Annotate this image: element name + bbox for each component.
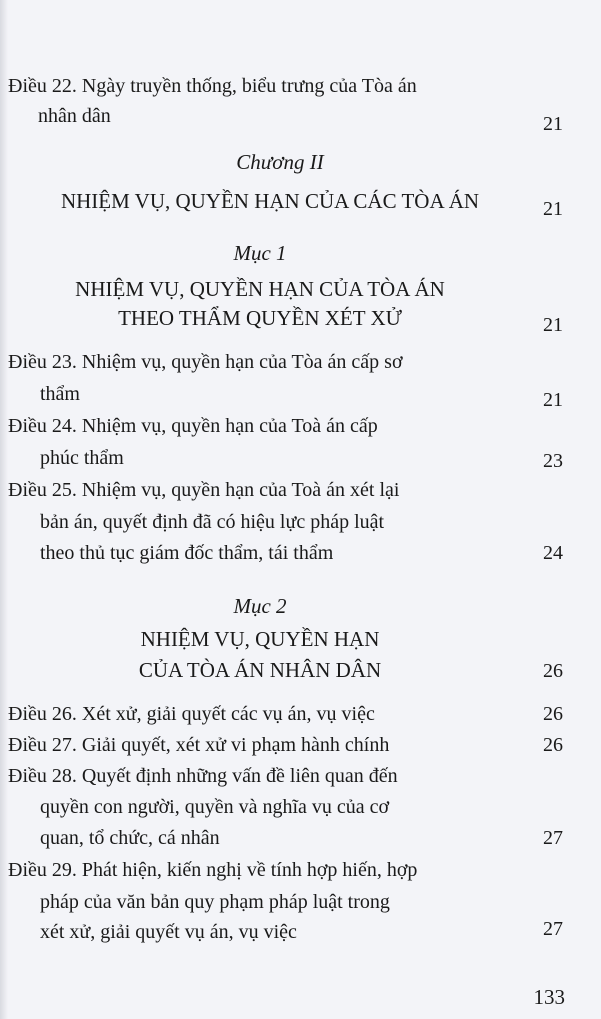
toc-entry-28-line-2: quyền con người, quyền và nghĩa vụ của cơ xyxy=(40,796,390,818)
section-2-title-line-2: CỦA TÒA ÁN NHÂN DÂN xyxy=(138,658,382,682)
toc-entry-29-line-1: Điều 29. Phát hiện, kiến nghị về tính hợp hiến, hợp xyxy=(8,859,418,881)
toc-entry-29-line-3: xét xử, giải quyết vụ án, vụ việc xyxy=(40,921,297,943)
toc-entry-28-line-1: Điều 28. Quyết định những vấn đề liên quan đến xyxy=(8,765,398,787)
section-1-page: 21 xyxy=(543,314,563,336)
toc-entry-26-line-1: Điều 26. Xét xử, giải quyết các vụ án, vụ việc xyxy=(8,703,375,725)
toc-entry-28-page: 27 xyxy=(543,827,563,849)
chapter-label: Chương II xyxy=(236,150,324,174)
toc-entry-28-line-3: quan, tổ chức, cá nhân xyxy=(40,827,220,849)
toc-entry-23-page: 21 xyxy=(543,389,563,411)
toc-entry-22-line-2: nhân dân xyxy=(38,105,111,127)
toc-entry-29-line-2: pháp của văn bản quy phạm pháp luật trong xyxy=(40,891,390,913)
toc-entry-24-line-2: phúc thẩm xyxy=(40,447,124,469)
section-1-title-line-2: THEO THẨM QUYỀN XÉT XỬ xyxy=(118,306,402,330)
section-2-title-line-1: NHIỆM VỤ, QUYỀN HẠN xyxy=(140,627,380,651)
toc-entry-24-line-1: Điều 24. Nhiệm vụ, quyền hạn của Toà án cấp xyxy=(8,415,378,437)
toc-entry-25-line-3: theo thủ tục giám đốc thẩm, tái thẩm xyxy=(40,542,334,564)
section-2-label: Mục 2 xyxy=(233,594,287,618)
toc-entry-22-page: 21 xyxy=(543,113,563,135)
chapter-page: 21 xyxy=(543,198,563,220)
page-number: 133 xyxy=(533,985,565,1009)
toc-entry-23-line-1: Điều 23. Nhiệm vụ, quyền hạn của Tòa án cấp sơ xyxy=(8,351,403,373)
section-1-title-line-1: NHIỆM VỤ, QUYỀN HẠN CỦA TÒA ÁN xyxy=(75,277,445,301)
toc-entry-22-line-1: Điều 22. Ngày truyền thống, biểu trưng của Tòa án xyxy=(8,75,417,97)
toc-entry-25-line-1: Điều 25. Nhiệm vụ, quyền hạn của Toà án xét lại xyxy=(8,479,400,501)
toc-entry-25-page: 24 xyxy=(543,542,563,564)
section-2-page: 26 xyxy=(543,660,563,682)
chapter-title: NHIỆM VỤ, QUYỀN HẠN CỦA CÁC TÒA ÁN xyxy=(60,189,480,213)
toc-entry-24-page: 23 xyxy=(543,450,563,472)
toc-entry-27-line-1: Điều 27. Giải quyết, xét xử vi phạm hành chính xyxy=(8,734,390,756)
toc-entry-26-page: 26 xyxy=(543,703,563,725)
toc-entry-29-page: 27 xyxy=(543,918,563,940)
toc-entry-25-line-2: bản án, quyết định đã có hiệu lực pháp luật xyxy=(40,511,385,533)
toc-entry-27-page: 26 xyxy=(543,734,563,756)
toc-entry-23-line-2: thẩm xyxy=(40,383,80,405)
section-1-label: Mục 1 xyxy=(233,241,287,265)
